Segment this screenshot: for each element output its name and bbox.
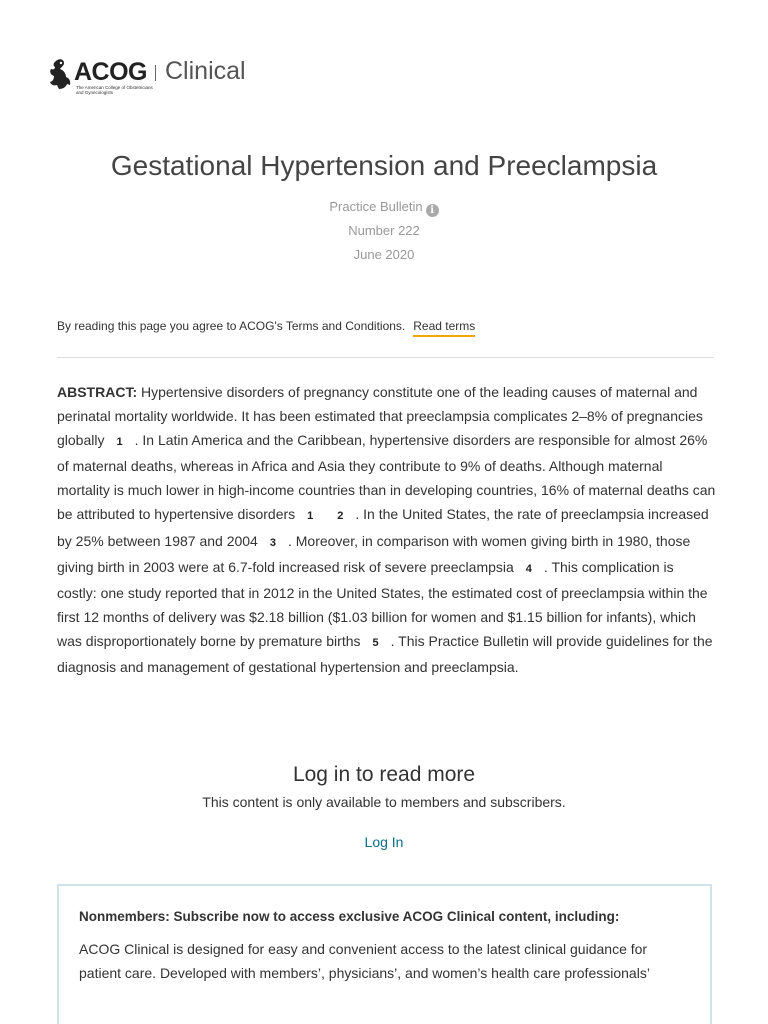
abstract-text: . This complication is costly: one study reported that in 2012 in the United States, the estimated cost of preeclampsia within the first 12 months of delivery was $2.18 billion ($1.03 billion for women and $1.15 billion for infants), which was disproportionately borne by premature births bbox=[57, 558, 708, 649]
document-date: June 2020 bbox=[353, 247, 415, 262]
document-type-label: Practice Bulletin bbox=[329, 199, 423, 214]
subscribe-heading: Nonmembers: Subscribe now to access exclusive ACOG Clinical content, including: bbox=[79, 909, 620, 924]
reference-link[interactable]: 2 bbox=[337, 510, 344, 523]
reference-link[interactable]: 1 bbox=[116, 436, 123, 449]
reference-link[interactable]: 3 bbox=[269, 536, 276, 549]
abstract-text: Hypertensive disorders of pregnancy constitute one of the leading causes of maternal and perinatal mortality worldwide. It has been estimated that preeclampsia complicates 2–8% of pregnancies globally bbox=[57, 384, 703, 449]
subscribe-text: ACOG Clinical is designed for easy and convenient access to the latest clinical guidance for patient care. Developed with members’, physicians’, and women’s health care professionals’ bbox=[79, 941, 650, 981]
login-link bbox=[0, 833, 768, 851]
acog-logo-subtitle: The American College of Obstetricians and Gynecologists bbox=[76, 85, 153, 95]
site-header bbox=[47, 56, 307, 96]
abstract bbox=[57, 380, 717, 679]
abstract-text: . This Practice Bulletin will provide guidelines for the diagnosis and management of gestational hypertension and preeclampsia. bbox=[57, 632, 713, 676]
abstract-label: ABSTRACT: bbox=[57, 384, 138, 400]
divider bbox=[57, 357, 714, 358]
reference-link[interactable]: 4 bbox=[525, 562, 532, 575]
terms-notice bbox=[57, 318, 475, 334]
reference-link[interactable]: 5 bbox=[372, 636, 379, 649]
abstract-text: . In the United States, the rate of preeclampsia increased by 25% between 1987 and 2004 bbox=[57, 506, 709, 549]
read-terms-link[interactable]: Read terms bbox=[413, 319, 475, 337]
info-icon[interactable]: i bbox=[426, 204, 439, 217]
product-name[interactable]: Clinical bbox=[165, 57, 246, 85]
reference-link[interactable]: 1 bbox=[307, 510, 314, 523]
logo-divider bbox=[155, 65, 156, 81]
log-in-button[interactable]: Log In bbox=[364, 834, 404, 850]
abstract-text: . Moreover, in comparison with women giving birth in 1980, those giving birth in 2003 were at 6.7-fold increased risk of severe preeclampsia bbox=[57, 532, 691, 575]
abstract-text: . In Latin America and the Caribbean, hypertensive disorders are responsible for almost 26% of maternal deaths, whereas in Africa and Asia they contribute to 9% of deaths. Although maternal mortality is much lower in high-income countries than in developing countries, 16% of maternal deaths can be attributed to hypertensive disorders bbox=[57, 432, 716, 523]
page-title: Gestational Hypertension and Preeclampsia bbox=[110, 150, 658, 181]
document-type bbox=[0, 199, 768, 217]
document-number: Number 222 bbox=[348, 223, 420, 238]
acog-logo-icon[interactable] bbox=[47, 58, 73, 90]
login-heading: Log in to read more bbox=[292, 763, 476, 786]
login-subtext: This content is only available to members and subscribers. bbox=[202, 794, 566, 810]
acog-logo-text[interactable]: ACOG bbox=[74, 58, 147, 86]
subscribe-box bbox=[57, 884, 712, 1024]
terms-text: By reading this page you agree to ACOG's Terms and Conditions. bbox=[57, 319, 406, 333]
